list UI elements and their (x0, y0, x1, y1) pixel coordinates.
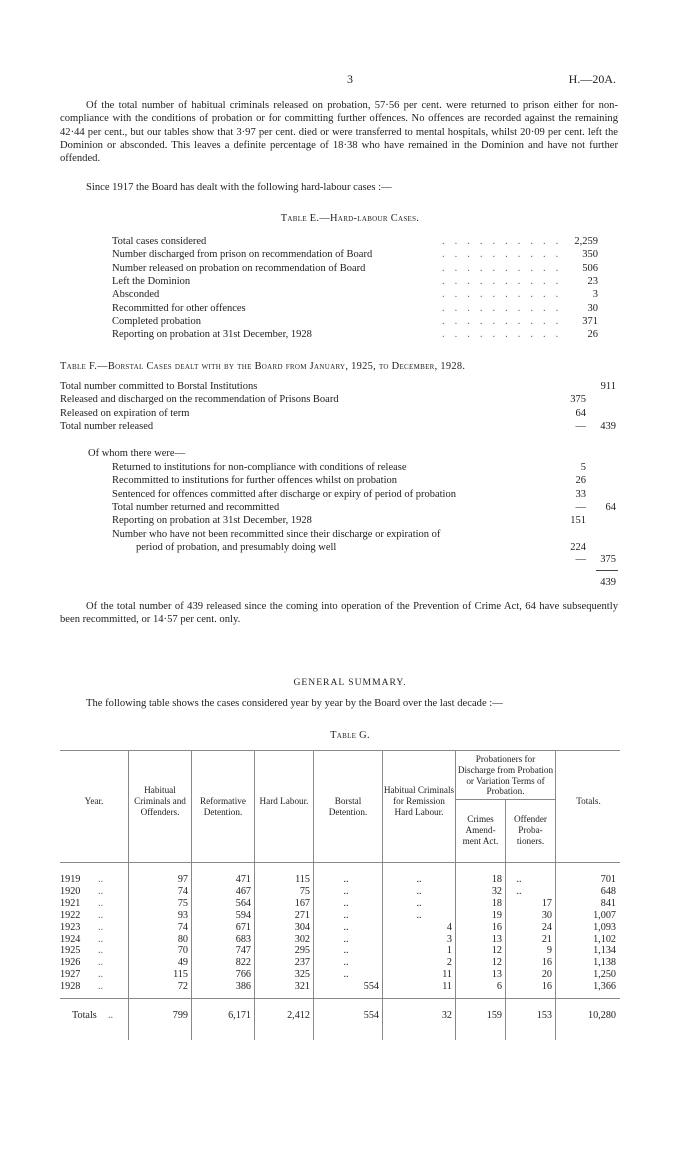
document-reference: H.—20A. (568, 72, 616, 86)
year-leader: .. (98, 957, 104, 969)
table-e-row-value: 371 (582, 315, 598, 327)
table-cell: 93 (177, 909, 188, 921)
table-f-caption: Table F.—Borstal Cases dealt with by the Board from January, 1925, to December, 1928. (60, 361, 466, 372)
table-cell: 554 (363, 981, 379, 993)
table-cell: 1,093 (593, 921, 616, 933)
year-leader: .. (98, 885, 104, 897)
year-cell: 1921 (60, 897, 81, 909)
header-probation-group: Probationers for Discharge from Probation or Variation Terms of Probation. (457, 754, 554, 797)
table-f-subrow (112, 501, 620, 514)
table-row (60, 874, 620, 886)
table-g-totals-rule (60, 998, 620, 999)
year-cell: 1920 (60, 885, 81, 897)
table-cell: 648 (600, 885, 616, 897)
table-cell: 13 (491, 933, 502, 945)
table-row (60, 886, 620, 898)
table-cell: 1,250 (593, 969, 616, 981)
table-f-row (60, 393, 620, 406)
header-reformative: Reformative Detention. (200, 796, 246, 817)
table-f-subrow (112, 488, 620, 501)
table-cell: 2 (446, 957, 452, 969)
table-cell: 12 (491, 945, 502, 957)
table-cell: 49 (177, 957, 188, 969)
table-cell: 271 (294, 909, 310, 921)
table-cell: .. (416, 874, 422, 885)
header-habitual: Habitual Criminals and Offenders. (134, 785, 186, 817)
table-cell: 167 (294, 897, 310, 909)
table-e-caption: Table E.—Hard-labour Cases. (280, 213, 420, 224)
table-f-subrow-label: period of probation, and presumably doing well (136, 541, 337, 553)
table-f-subtotal-row (0, 553, 700, 566)
year-cell: 1923 (60, 921, 81, 933)
table-e-row-label: Number released on probation on recommendation of Board (112, 262, 366, 274)
table-cell: 3 (446, 933, 452, 945)
table-cell: 75 (177, 897, 188, 909)
table-row (60, 945, 620, 957)
table-cell: 70 (177, 945, 188, 957)
table-e-row-value: 350 (582, 249, 598, 261)
table-e-row-label: Absconded (112, 289, 160, 301)
table-row (60, 969, 620, 981)
table-cell: 1,007 (593, 909, 616, 921)
table-e-row-value: 3 (592, 289, 598, 301)
table-g-header-rule (60, 862, 620, 863)
table-e-row (112, 328, 612, 341)
table-cell: 471 (235, 874, 251, 885)
table-cell: 237 (294, 957, 310, 969)
table-cell: 11 (442, 969, 452, 981)
totals-label: Totals (72, 1010, 97, 1021)
table-cell: 594 (235, 909, 251, 921)
table-cell: 74 (177, 885, 188, 897)
table-cell: .. (416, 909, 422, 921)
table-cell: 1,102 (593, 933, 616, 945)
table-e-row-label: Total cases considered (112, 236, 207, 247)
totals-cell: 554 (363, 1010, 379, 1021)
table-cell: 32 (491, 885, 502, 897)
table-cell: 18 (491, 897, 502, 909)
table-g-caption: Table G. (330, 730, 370, 741)
table-e-row (112, 315, 612, 328)
header-hard-labour: Hard Labour. (259, 796, 309, 806)
table-cell: 671 (235, 921, 251, 933)
table-cell: .. (343, 933, 349, 945)
general-summary-heading: GENERAL SUMMARY. (293, 677, 407, 688)
total-rule (596, 570, 618, 571)
table-cell: .. (343, 921, 349, 933)
table-f-subrow-label: Returned to institutions for non-compliance with conditions of release (112, 462, 407, 473)
paragraph-since-1917 (60, 181, 618, 194)
paragraph-habitual-text: Of the total number of habitual criminals released on probation, 57·56 per cent. were returned to prison either for non-compliance with the conditions of probation or for committing further offences. No offences are recorded against the remaining 42·44 per cent., but our tables show that 3·97 per cent. died or were transferred to mental hospitals, whilst 20·09 per cent. left the Dominion or absconded. This leaves a definite percentage of 18·38 who have remained in the Dominion and have not further offended. (60, 100, 618, 165)
table-g-top-rule (60, 750, 620, 751)
table-cell: 17 (541, 897, 552, 909)
table-e-row-value: 26 (587, 329, 598, 341)
header-remission: Habitual Criminals for Remission Hard Labour. (383, 785, 455, 817)
subtotal-value: 375 (600, 554, 616, 565)
table-cell: 304 (294, 921, 310, 933)
table-cell: 564 (235, 897, 251, 909)
paragraph-following-table-text: The following table shows the cases considered year by year by the Board over the last decade :— (86, 698, 503, 709)
table-f-row (60, 420, 620, 433)
table-row (60, 910, 620, 922)
table-e-row-label: Reporting on probation at 31st December, 1928 (112, 329, 312, 341)
leader-dots: .......... (442, 275, 569, 287)
table-cell: .. (516, 885, 522, 897)
table-f-row-value-1: 64 (575, 407, 586, 419)
leader-dots: .......... (442, 262, 569, 274)
totals-cell: 2,412 (287, 1010, 310, 1021)
table-f-subrow-value-1: 26 (575, 475, 586, 487)
leader-dots: .......... (442, 249, 569, 261)
leader-dots: .......... (442, 289, 569, 301)
table-f-row-label: Total number committed to Borstal Institutions (60, 381, 258, 392)
paragraph-439-released-text: Of the total number of 439 released since the coming into operation of the Prevention of Crime Act, 64 have subsequently been recommitted, or 14·57 per cent. only. (60, 601, 618, 626)
table-cell: 1 (446, 945, 452, 957)
table-f-subrow-value-1: 33 (575, 488, 586, 500)
table-cell: 302 (294, 933, 310, 945)
table-g (60, 750, 620, 1050)
table-cell: 822 (235, 957, 251, 969)
table-cell: 30 (541, 909, 552, 921)
table-cell: 19 (491, 909, 502, 921)
table-f-subrow (112, 528, 620, 541)
table-cell: 467 (235, 885, 251, 897)
table-e-row-value: 506 (582, 262, 598, 274)
totals-cell: 32 (441, 1010, 452, 1021)
table-cell: 1,138 (593, 957, 616, 969)
table-cell: 6 (496, 981, 502, 993)
table-cell: 72 (177, 981, 188, 993)
paragraph-habitual (60, 99, 618, 165)
year-leader: .. (98, 897, 104, 909)
subtotal-dash: — (575, 554, 586, 565)
table-e-row-label: Number discharged from prison on recommendation of Board (112, 249, 373, 261)
year-leader: .. (98, 909, 104, 921)
whom-intro-label: Of whom there were— (88, 448, 186, 459)
table-cell: 1,134 (593, 945, 616, 957)
table-cell: 21 (541, 933, 552, 945)
table-e-row-label: Recommitted for other offences (112, 302, 246, 314)
year-cell: 1922 (60, 909, 81, 921)
totals-cell: 10,280 (587, 1010, 616, 1021)
leader-dots: .......... (442, 302, 569, 314)
table-e-row-value: 23 (587, 275, 598, 287)
year-cell: 1926 (60, 957, 81, 969)
totals-leader: .. (108, 1010, 114, 1021)
table-cell: 683 (235, 933, 251, 945)
table-cell: 80 (177, 933, 188, 945)
table-cell: 115 (173, 969, 188, 981)
table-cell: 16 (541, 981, 552, 993)
table-cell: .. (516, 874, 522, 885)
table-cell: 16 (491, 921, 502, 933)
table-f-subrow-label: Number who have not been recommitted since their discharge or expiration of (112, 528, 441, 540)
table-f-subrow (112, 514, 620, 527)
table-f-row-value-1: 375 (570, 394, 586, 406)
header-borstal: Borstal Detention. (328, 796, 368, 817)
table-cell: 386 (235, 981, 251, 993)
table-row (60, 922, 620, 934)
totals-row (60, 1010, 620, 1022)
table-f-subrow-value-1: 151 (570, 515, 586, 527)
year-leader: .. (98, 921, 104, 933)
year-cell: 1919 (60, 874, 81, 885)
table-f-subrow-label: Sentenced for offences committed after discharge or expiry of period of probation (112, 488, 456, 500)
leader-dots: .......... (442, 236, 569, 247)
totals-cell: 799 (172, 1010, 188, 1021)
table-cell: .. (343, 945, 349, 957)
table-cell: .. (343, 957, 349, 969)
year-leader: .. (98, 874, 104, 885)
table-f-row (60, 407, 620, 420)
table-f-subrow-value-2: 64 (605, 501, 616, 513)
table-e-row (112, 288, 612, 301)
table-cell: .. (343, 909, 349, 921)
table-cell: 747 (235, 945, 251, 957)
totals-cell: 159 (486, 1010, 502, 1021)
table-e-row-value: 2,259 (574, 236, 598, 247)
table-cell: .. (343, 897, 349, 909)
table-f-final-total-row (0, 576, 700, 589)
table-e-row (112, 235, 612, 248)
table-f-row-value-1: — (575, 420, 586, 432)
table-cell: 841 (600, 897, 616, 909)
table-cell: 16 (541, 957, 552, 969)
year-cell: 1924 (60, 933, 81, 945)
table-e-row (112, 248, 612, 261)
table-row (60, 934, 620, 946)
table-f-row-label: Released and discharged on the recommendation of Prisons Board (60, 394, 339, 406)
table-cell: 13 (491, 969, 502, 981)
table-f-subrow (136, 541, 620, 554)
table-cell: 12 (491, 957, 502, 969)
header-offender-probationers: Offender Proba-tioners. (514, 814, 547, 846)
table-cell: 701 (600, 874, 616, 885)
table-cell: 75 (299, 885, 310, 897)
year-leader: .. (98, 981, 104, 993)
table-f-row (60, 380, 620, 393)
table-e-row (112, 302, 612, 315)
table-f-row-value-2: 911 (600, 381, 616, 392)
page-number: 3 (347, 72, 353, 86)
totals-cell: 6,171 (228, 1010, 251, 1021)
table-cell: 18 (491, 874, 502, 885)
table-e-row-value: 30 (587, 302, 598, 314)
paragraph-439-released (60, 600, 618, 627)
leader-dots: .......... (442, 329, 569, 341)
table-cell: .. (416, 897, 422, 909)
table-f-subrow-label: Reporting on probation at 31st December, 1928 (112, 515, 312, 527)
table-cell: 115 (295, 874, 310, 885)
table-cell: 24 (541, 921, 552, 933)
table-f-subrow (112, 474, 620, 487)
table-row (60, 898, 620, 910)
table-f-row-value-2: 439 (600, 420, 616, 432)
totals-cell: 153 (536, 1010, 552, 1021)
table-e-row (112, 275, 612, 288)
table-cell: 9 (546, 945, 552, 957)
table-f-subrow-value-1: 5 (580, 462, 586, 473)
table-cell: .. (343, 885, 349, 897)
table-f-subrow-label: Recommitted to institutions for further offences whilst on probation (112, 475, 398, 487)
table-f-subrow (112, 461, 620, 474)
leader-dots: .......... (442, 315, 569, 327)
table-cell: 295 (294, 945, 310, 957)
year-cell: 1927 (60, 969, 81, 981)
year-cell: 1928 (60, 981, 81, 993)
table-cell: .. (343, 874, 349, 885)
header-crimes-amendment: Crimes Amend-ment Act. (462, 814, 499, 846)
header-totals: Totals. (576, 796, 601, 806)
table-e-row (112, 262, 612, 275)
table-cell: 4 (446, 921, 452, 933)
year-cell: 1925 (60, 945, 81, 957)
year-leader: .. (98, 933, 104, 945)
table-f-subrow-label: Total number returned and recommitted (112, 501, 280, 513)
table-cell: 97 (177, 874, 188, 885)
paragraph-following-table (60, 697, 618, 710)
table-cell: .. (416, 885, 422, 897)
final-total-value: 439 (600, 577, 616, 588)
table-cell: 321 (294, 981, 310, 993)
table-e-row-label: Completed probation (112, 315, 201, 327)
table-cell: 766 (235, 969, 251, 981)
header-year: Year. (84, 796, 104, 806)
table-cell: 20 (541, 969, 552, 981)
table-f-subrow-value-1: — (575, 501, 586, 513)
year-leader: .. (98, 945, 104, 957)
table-cell: .. (343, 969, 349, 981)
paragraph-since-1917-text: Since 1917 the Board has dealt with the following hard-labour cases :— (86, 182, 392, 193)
table-row (60, 957, 620, 969)
table-cell: 325 (294, 969, 310, 981)
table-f-row-label: Total number released (60, 420, 154, 432)
table-cell: 1,366 (593, 981, 616, 993)
table-row (60, 981, 620, 993)
table-f-row-label: Released on expiration of term (60, 407, 190, 419)
year-leader: .. (98, 969, 104, 981)
table-cell: 11 (442, 981, 452, 993)
table-cell: 74 (177, 921, 188, 933)
table-f-subrow-value-1: 224 (570, 541, 586, 553)
table-e-row-label: Left the Dominion (112, 275, 191, 287)
